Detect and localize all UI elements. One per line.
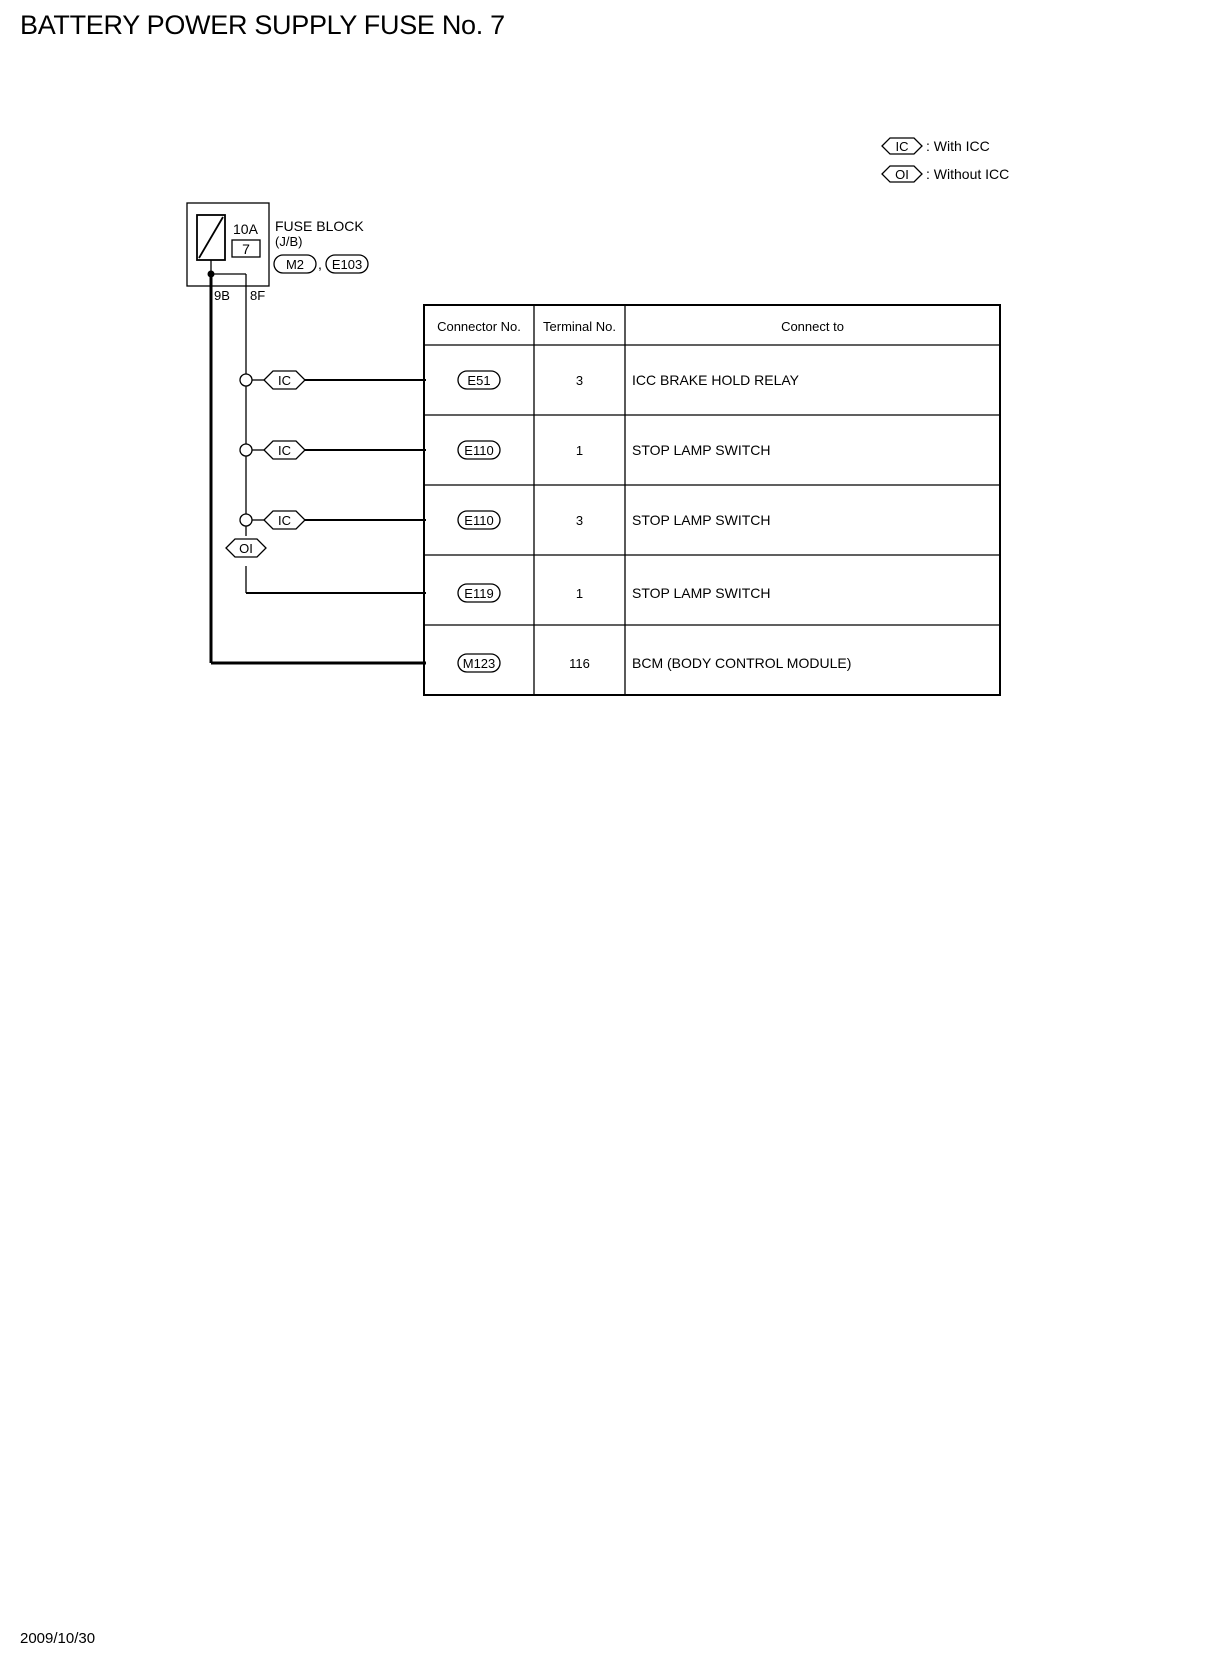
legend-code: IC — [895, 139, 909, 154]
wires — [208, 260, 427, 663]
branch-circle — [240, 374, 252, 386]
option-code-label: IC — [278, 513, 291, 528]
table-header: Connect to — [781, 319, 844, 334]
terminal-label: 9B — [214, 288, 230, 303]
terminal-no: 3 — [575, 373, 584, 388]
footer-date: 2009/10/30 — [20, 1630, 96, 1647]
terminal-no: 1 — [575, 443, 584, 458]
table-row — [458, 511, 770, 529]
table-row — [458, 584, 770, 602]
table-row — [458, 654, 851, 672]
terminal-no: 1 — [575, 586, 584, 601]
legend-code: OI — [895, 167, 909, 182]
fuse-rating: 10A — [233, 221, 258, 237]
fuse-number: 7 — [242, 241, 250, 257]
fuse-block-sub: (J/B) — [275, 234, 303, 249]
terminal-label: 8F — [250, 288, 266, 303]
fuse-block-name: FUSE BLOCK — [275, 218, 364, 234]
table-row — [458, 441, 770, 459]
page-title: BATTERY POWER SUPPLY FUSE No. 7 — [20, 10, 505, 40]
fuse-element-icon — [199, 217, 223, 258]
connector-no: E51 — [467, 373, 491, 388]
branch-circle — [240, 514, 252, 526]
connector-separator: , — [318, 256, 322, 272]
table-header: Terminal No. — [543, 319, 616, 334]
table-header: Connector No. — [437, 319, 521, 334]
connector-label: E103 — [331, 257, 363, 272]
connector-label: M2 — [285, 257, 305, 272]
option-codes — [226, 371, 305, 557]
table-frame — [424, 305, 1000, 695]
connect-to: STOP LAMP SWITCH — [632, 442, 771, 458]
terminal-no: 3 — [575, 513, 584, 528]
fuse-block — [187, 203, 368, 303]
connect-to: STOP LAMP SWITCH — [632, 512, 771, 528]
connector-no: E119 — [464, 586, 494, 601]
legend-item-with-icc — [882, 138, 990, 154]
connector-no: E110 — [464, 443, 494, 458]
option-code-label: OI — [239, 541, 253, 556]
legend-label: : With ICC — [926, 138, 990, 154]
connector-no: E110 — [464, 513, 494, 528]
connect-to: STOP LAMP SWITCH — [632, 585, 771, 601]
legend-item-without-icc — [882, 166, 1009, 182]
connect-to: BCM (BODY CONTROL MODULE) — [632, 655, 852, 671]
option-code-label: IC — [278, 373, 291, 388]
table-row — [458, 371, 800, 389]
option-code-label: IC — [278, 443, 291, 458]
connect-to: ICC BRAKE HOLD RELAY — [632, 372, 800, 388]
legend — [882, 138, 1009, 182]
connector-table — [424, 305, 1000, 695]
legend-label: : Without ICC — [926, 166, 1010, 182]
connector-no: M123 — [462, 656, 496, 671]
branch-circle — [240, 444, 252, 456]
terminal-no: 116 — [569, 656, 590, 671]
